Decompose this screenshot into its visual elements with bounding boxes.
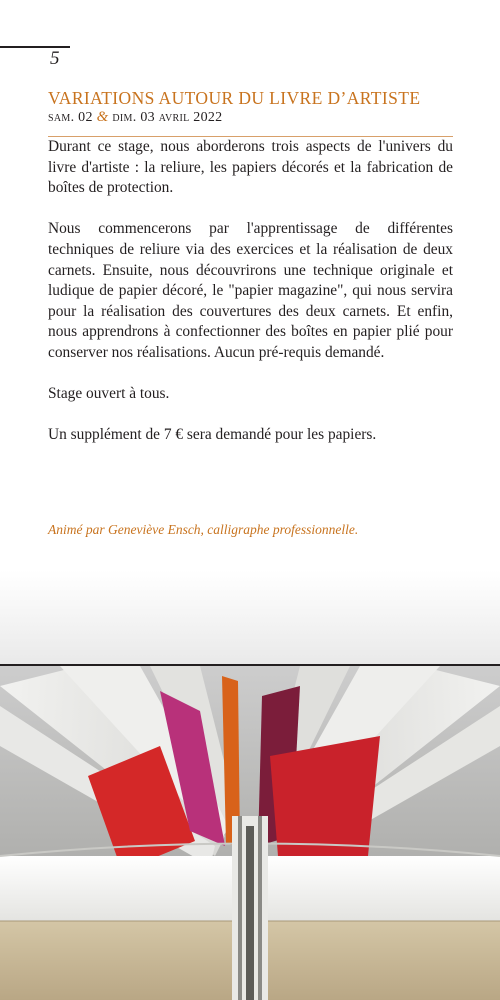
workshop-title: VARIATIONS AUTOUR DU LIVRE D’ARTISTE (48, 88, 421, 108)
photo-fade (0, 570, 500, 665)
bookbinding-illustration (0, 666, 500, 1000)
workshop-header (48, 88, 453, 137)
date-end: dim. 03 avril 2022 (112, 110, 223, 125)
instructor-credit: Animé par Geneviève Ensch, calligraphe professionnelle. (48, 522, 359, 537)
paragraph-audience: Stage ouvert à tous. (48, 385, 170, 403)
page-number: 5 (50, 48, 60, 69)
top-rule (0, 46, 70, 48)
paragraph-fee: Un supplément de 7 € sera demandé pour les papiers. (48, 426, 377, 444)
paragraph-program: Nous commencerons par l'apprentissage de différentes techniques de reliure via des exercices et la réalisation de deux carnets. Ensuite, nous découvrirons une technique originale et ludique de papier décoré, le "papier magazine", qui nous servira pour la réalisation des couvertures des deux carnets. Et enfin, nous apprendrons à confectionner des boîtes en papier plié pour conserver nos réalisations. Aucun pré-requis demandé. (48, 220, 453, 361)
date-start: sam. 02 (48, 110, 93, 125)
workshop-dates (48, 108, 453, 127)
workshop-description (48, 137, 453, 467)
bookbinding-photo (0, 666, 500, 1000)
date-ampersand: & (96, 109, 109, 125)
paragraph-intro: Durant ce stage, nous aborderons trois aspects de l'univers du livre d'artiste : la reliure, les papiers décorés et la fabrication de boîtes de protection. (48, 138, 453, 197)
